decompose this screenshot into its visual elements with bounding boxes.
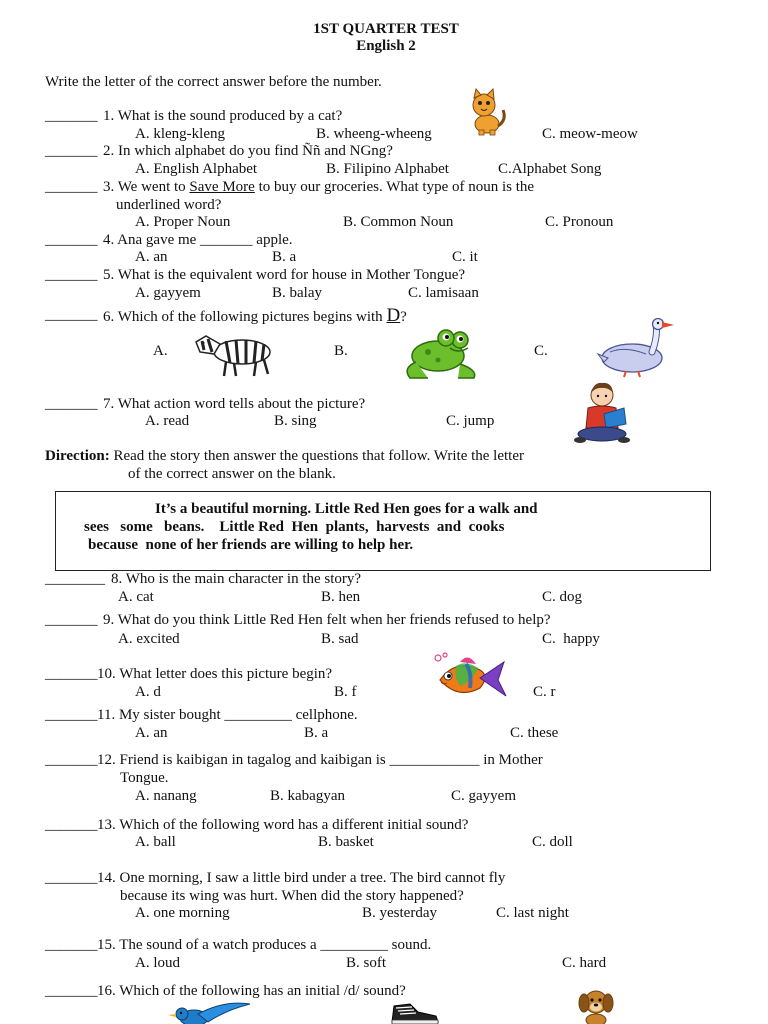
- choice-b: B. soft: [346, 955, 387, 971]
- choice-b: B. sad: [321, 631, 359, 647]
- choice-a: A. d: [135, 684, 161, 700]
- fish-picture: [432, 652, 510, 702]
- question-text: 10. What letter does this picture begin?: [97, 666, 333, 682]
- cat-picture: [465, 88, 509, 136]
- letter-d: D: [386, 305, 401, 326]
- choice-a: A. an: [135, 249, 168, 265]
- choice-b: B. hen: [321, 589, 361, 605]
- choice-c: C.: [534, 343, 548, 359]
- choice-b: B. sing: [274, 413, 317, 429]
- choice-b: B. a: [304, 725, 329, 741]
- choice-a: A. loud: [135, 955, 180, 971]
- answer-blank: _______: [45, 752, 98, 768]
- choice-a: A. kleng-kleng: [135, 126, 225, 142]
- choice-c: C. meow-meow: [542, 126, 638, 142]
- choice-a: A. gayyem: [135, 285, 201, 301]
- question-text: 9. What do you think Little Red Hen felt when her friends refused to help?: [103, 612, 551, 628]
- story-line-1: It’s a beautiful morning. Little Red Hen goes for a walk and: [155, 501, 538, 517]
- frog-picture: [398, 324, 490, 382]
- question-text: 11. My sister bought _________ cellphone.: [97, 707, 358, 723]
- instructions: Write the letter of the correct answer before the number.: [45, 74, 382, 90]
- answer-blank: _______: [45, 937, 98, 953]
- choice-b: B. Common Noun: [343, 214, 454, 230]
- answer-blank: _______: [45, 983, 98, 999]
- choice-b: B. Filipino Alphabet: [326, 161, 449, 177]
- choice-b: B. wheeng-wheeng: [316, 126, 432, 142]
- story-line-3: because none of her friends are willing to help her.: [88, 537, 414, 553]
- choice-b: B. kabagyan: [270, 788, 345, 804]
- question-text: 8. Who is the main character in the story?: [111, 571, 362, 587]
- choice-a: A. English Alphabet: [135, 161, 258, 177]
- question-text: 2. In which alphabet do you find Ññ and NGng?: [103, 143, 393, 159]
- test-title: 1ST QUARTER TEST: [313, 21, 459, 37]
- choice-b: B. balay: [272, 285, 322, 301]
- choice-a: A. nanang: [135, 788, 197, 804]
- answer-blank: _______: [45, 870, 98, 886]
- choice-c: C. gayyem: [451, 788, 516, 804]
- answer-blank: _______: [45, 307, 98, 323]
- question-text: 16. Which of the following has an initial /d/ sound?: [97, 983, 406, 999]
- question-text: 6. Which of the following pictures begins with D?: [103, 305, 407, 326]
- question-text: 15. The sound of a watch produces a _________ sound.: [97, 937, 432, 953]
- answer-blank: _______: [45, 396, 98, 412]
- test-subject: English 2: [356, 38, 416, 54]
- answer-blank: _______: [45, 267, 98, 283]
- question-text: 13. Which of the following word has a different initial sound?: [97, 817, 469, 833]
- answer-blank: _______: [45, 232, 98, 248]
- story-line-2: sees some beans. Little Red Hen plants, harvests and cooks: [84, 519, 505, 535]
- choice-b: B. yesterday: [362, 905, 437, 921]
- answer-blank: _______: [45, 612, 98, 628]
- choice-c: C. Pronoun: [545, 214, 614, 230]
- question-text: 7. What action word tells about the picture?: [103, 396, 366, 412]
- question-text: 1. What is the sound produced by a cat?: [103, 108, 343, 124]
- choice-a: A. Proper Noun: [135, 214, 231, 230]
- underlined-word: Save More: [189, 179, 255, 195]
- answer-blank: _______: [45, 108, 98, 124]
- choice-a: A. an: [135, 725, 168, 741]
- goose-picture: [596, 318, 678, 378]
- choice-c: C. r: [533, 684, 556, 700]
- choice-a: A. cat: [118, 589, 154, 605]
- question-text-cont: Tongue.: [120, 770, 169, 786]
- dog-picture: [572, 986, 616, 1024]
- choice-c: C. jump: [446, 413, 495, 429]
- choice-c: C. lamisaan: [408, 285, 479, 301]
- question-text: 12. Friend is kaibigan in tagalog and kaibigan is ____________ in Mother: [97, 752, 543, 768]
- choice-c: C. dog: [542, 589, 583, 605]
- choice-c: C. these: [510, 725, 559, 741]
- answer-blank: ________: [45, 571, 105, 587]
- sneaker-picture: [388, 1002, 440, 1024]
- question-text: 4. Ana gave me _______ apple.: [103, 232, 293, 248]
- choice-c: C. last night: [496, 905, 569, 921]
- choice-b: B.: [334, 343, 348, 359]
- question-text: 3. We went to Save More to buy our groceries. What type of noun is the: [103, 179, 535, 195]
- choice-c: C. it: [452, 249, 478, 265]
- choice-a: A. ball: [135, 834, 176, 850]
- direction: [45, 448, 524, 465]
- choice-a: A.: [153, 343, 168, 359]
- choice-b: B. a: [272, 249, 297, 265]
- choice-c: C.Alphabet Song: [498, 161, 602, 177]
- answer-blank: _______: [45, 817, 98, 833]
- answer-blank: _______: [45, 666, 98, 682]
- question-text: 5. What is the equivalent word for house in Mother Tongue?: [103, 267, 466, 283]
- answer-blank: _______: [45, 179, 98, 195]
- direction-label: Direction:: [45, 448, 110, 464]
- choice-c: C. doll: [532, 834, 573, 850]
- answer-blank: _______: [45, 143, 98, 159]
- choice-a: A. one morning: [135, 905, 230, 921]
- choice-b: B. basket: [318, 834, 374, 850]
- choice-c: C. happy: [542, 631, 600, 647]
- question-text-cont: because its wing was hurt. When did the story happened?: [120, 888, 464, 904]
- answer-blank: _______: [45, 707, 98, 723]
- question-text-cont: underlined word?: [116, 197, 222, 213]
- bird-picture: [168, 1000, 252, 1024]
- choice-b: B. f: [334, 684, 357, 700]
- choice-a: A. read: [145, 413, 190, 429]
- direction-text: Read the story then answer the questions that follow. Write the letter: [109, 448, 524, 464]
- question-text: 14. One morning, I saw a little bird under a tree. The bird cannot fly: [97, 870, 506, 886]
- direction-text-cont: of the correct answer on the blank.: [128, 466, 336, 482]
- choice-a: A. excited: [118, 631, 180, 647]
- boy-reading-picture: [572, 378, 632, 446]
- zebra-picture: [190, 330, 278, 378]
- choice-c: C. hard: [562, 955, 607, 971]
